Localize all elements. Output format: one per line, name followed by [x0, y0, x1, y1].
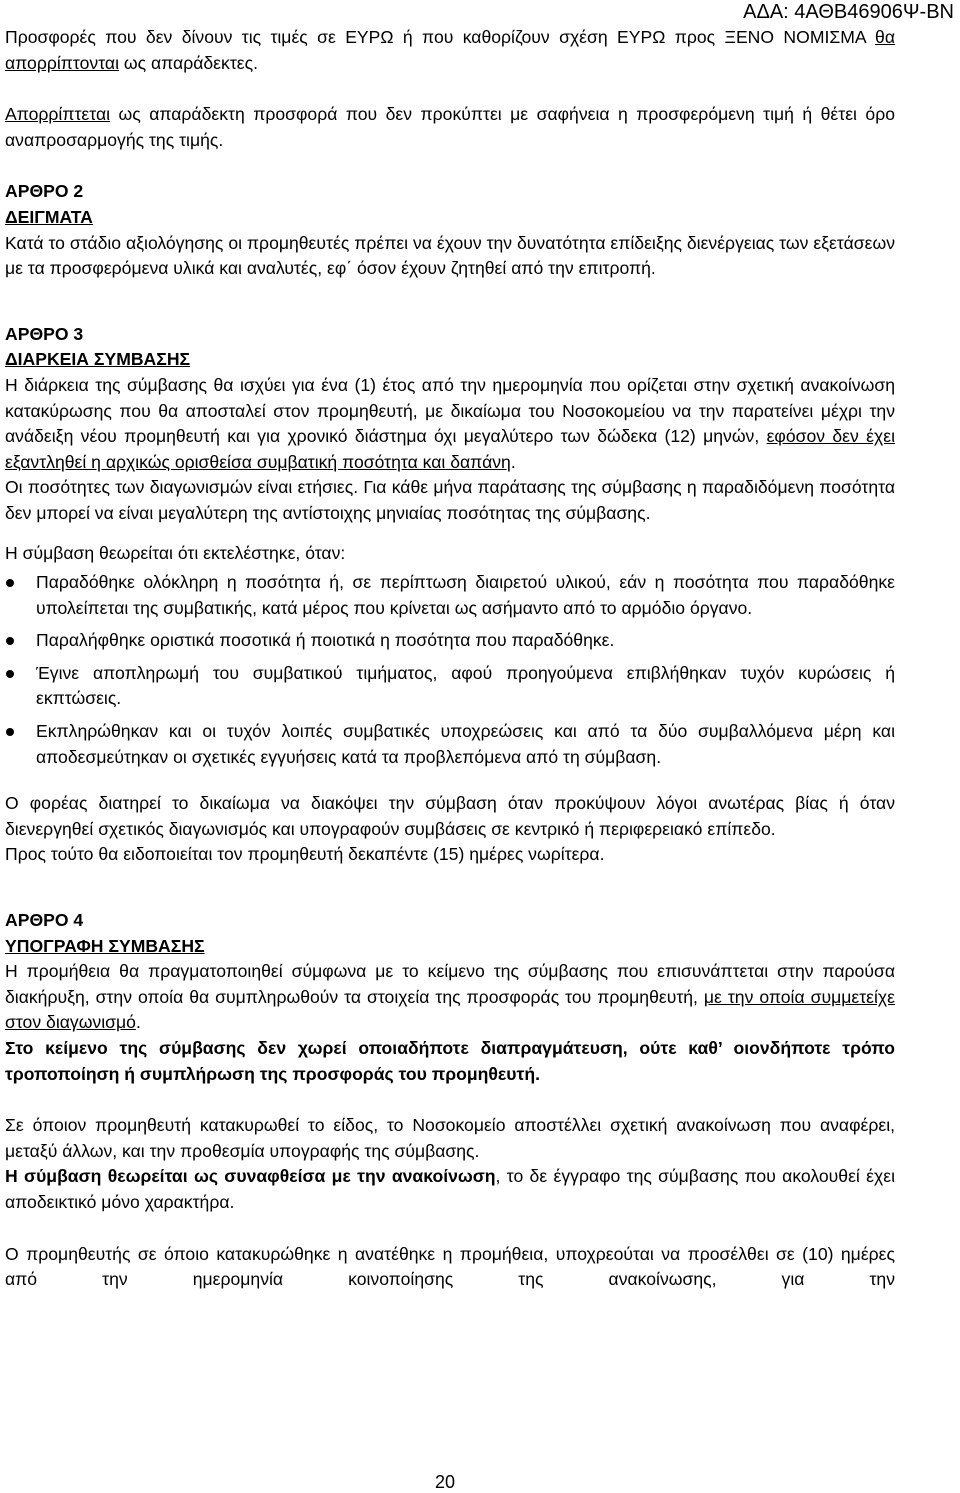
bold-contract-clause: Η σύμβαση θεωρείται ως συναφθείσα με την ανακοίνωση [5, 1166, 496, 1187]
underlined-rejected-word: Απορρίπτεται [5, 104, 111, 125]
bullet-icon [6, 637, 14, 645]
article-bold-text: Στο κείμενο της σύμβασης δεν χωρεί οποιαδήποτε διαπραγμάτευση, ούτε καθ’ οιονδήποτε τρόπο τροποποίηση ή συμπλήρωση της προσφοράς του προμηθευτή. [5, 1038, 895, 1084]
bullet-list [5, 570, 895, 770]
list-item: Παραλήφθηκε οριστικά ποσοτικά ή ποιοτικά η ποσότητα που παραδόθηκε. [5, 628, 895, 654]
bullet-icon [6, 579, 14, 587]
article-text: Προς τούτο θα ειδοποιείται τον προμηθευτή δεκαπέντε (15) ημέρες νωρίτερα. [5, 844, 605, 865]
article-text: Η προμήθεια θα πραγματοποιηθεί σύμφωνα με το κείμενο της σύμβασης που επισυνάπτεται στην παρούσα διακήρυξη, στην οποία θα συμπληρωθούν τα στοιχεία της προσφοράς του προμηθευτή, με την οποία συμμετείχε στον διαγωνισμό. [5, 961, 895, 1033]
list-item: Εκπληρώθηκαν και οι τυχόν λοιπές συμβατικές υποχρεώσεις και από τα δύο συμβαλλόμενα μέρη και αποδεσμεύτηκαν οι σχετικές εγγυήσεις κατά τα προβλεπόμενα από τη σύμβαση. [5, 719, 895, 770]
article-text: Ο προμηθευτής σε όποιο κατακυρώθηκε η ανατέθηκε η προμήθεια, υποχρεούται να προσέλθει σε (10) ημέρες από την ημερομηνία κοινοποίησης της ανακοίνωσης, για την [5, 1243, 895, 1290]
list-item: Έγινε αποπληρωμή του συμβατικού τιμήματος, αφού προηγούμενα επιβλήθηκαν τυχόν κυρώσεις ή εκπτώσεις. [5, 661, 895, 712]
article-heading: ΑΡΘΡΟ 3 [5, 323, 84, 344]
page-number: 20 [434, 1472, 456, 1492]
underlined-quantity-clause: εφόσον δεν έχει εξαντληθεί η αρχικώς ορισθείσα συμβατική ποσότητα και δαπάνη [5, 426, 895, 472]
paragraph-rejection: Απορρίπτεται ως απαράδεκτη προσφορά που δεν προκύπτει με σαφήνεια η προσφερόμενη τιμή ή θέτει όρο αναπροσαρμογής της τιμής. [5, 104, 895, 150]
article-text: Η σύμβαση θεωρείται ως συναφθείσα με την ανακοίνωση, το δε έγγραφο της σύμβασης που ακολουθεί έχει αποδεικτικό μόνο χαρακτήρα. [5, 1166, 895, 1212]
article-heading: ΑΡΘΡΟ 2 [5, 181, 84, 202]
bullet-icon [6, 728, 14, 736]
article-title: ΔΕΙΓΜΑΤΑ [5, 206, 93, 227]
bullet-icon [6, 670, 14, 678]
article-text: Σε όποιον προμηθευτή κατακυρωθεί το είδος, το Νοσοκομείο αποστέλλει σχετική ανακοίνωση που αναφέρει, μεταξύ άλλων, και την προθεσμία υπογραφής της σύμβασης. [5, 1115, 895, 1161]
article-title: ΥΠΟΓΡΑΦΗ ΣΥΜΒΑΣΗΣ [5, 935, 205, 956]
article-text: Η σύμβαση θεωρείται ότι εκτελέστηκε, όταν: [5, 542, 346, 563]
article-text: Οι ποσότητες των διαγωνισμών είναι ετήσιες. Για κάθε μήνα παράτασης της σύμβασης η παραδιδόμενη ποσότητα δεν μπορεί να είναι μεγαλύτερη της αντίστοιχης μηνιαίας ποσότητας της σύμβασης. [5, 477, 895, 523]
article-3 [5, 322, 895, 868]
article-text: Η διάρκεια της σύμβασης θα ισχύει για ένα (1) έτος από την ημερομηνία που ορίζεται στην σχετική ανακοίνωση κατακύρωσης που θα αποσταλεί στον προμηθευτή, με δικαίωμα του Νοσοκομείου να την παρατείνει μέχρι την ανάδειξη νέου προμηθευτή και για χρονικό διάστημα όχι μεγαλύτερο των δώδεκα (12) μηνών, εφόσον δεν έχει εξαντληθεί η αρχικώς ορισθείσα συμβατική ποσότητα και δαπάνη. [5, 374, 895, 472]
underlined-participation-clause: με την οποία συμμετείχε στον διαγωνισμό [5, 986, 895, 1033]
article-4 [5, 908, 895, 1293]
paragraph-currency: Προσφορές που δεν δίνουν τις τιμές σε ΕΥΡΩ ή που καθορίζουν σχέση ΕΥΡΩ προς ΞΕΝΟ ΝΟΜΙΣΜΑ θα απορρίπτονται ως απαράδεκτες. [5, 27, 895, 73]
document-page [5, 25, 895, 1293]
ada-code: ΑΔΑ: 4ΑΘΒ46906Ψ-ΒΝ [743, 1, 954, 23]
article-text: Κατά το στάδιο αξιολόγησης οι προμηθευτές πρέπει να έχουν την δυνατότητα επίδειξης διενέργειας των εξετάσεων με τα προσφερόμενα υλικά και αναλυτές, εφ΄ όσον έχουν ζητηθεί από την επιτροπή. [5, 232, 895, 279]
article-text: Ο φορέας διατηρεί το δικαίωμα να διακόψει την σύμβαση όταν προκύψουν λόγοι ανωτέρας βίας ή όταν διενεργηθεί σχετικός διαγωνισμός και υπογραφούν συμβάσεις σε κεντρικό ή περιφερειακό επίπεδο. [5, 793, 895, 839]
underlined-rejected: θα απορρίπτονται [5, 27, 895, 73]
list-item: Παραδόθηκε ολόκληρη η ποσότητα ή, σε περίπτωση διαιρετού υλικού, εάν η ποσότητα που παραδόθηκε υπολείπεται της συμβατικής, κατά μέρος που κρίνεται ως ασήμαντο από το αρμόδιο όργανο. [5, 570, 895, 621]
article-2 [5, 179, 895, 281]
article-title: ΔΙΑΡΚΕΙΑ ΣΥΜΒΑΣΗΣ [5, 349, 191, 370]
article-heading: ΑΡΘΡΟ 4 [5, 910, 84, 931]
